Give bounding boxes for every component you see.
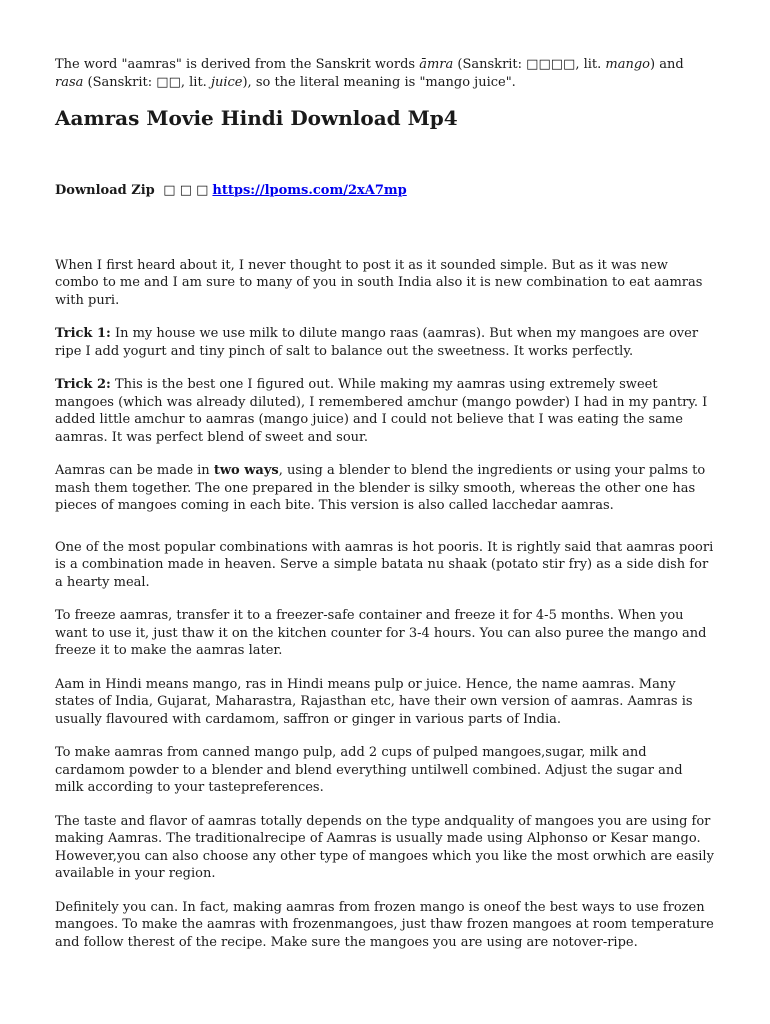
page-title: Aamras Movie Hindi Download Mp4 — [55, 106, 458, 130]
intro-text: ) and — [650, 57, 684, 72]
paragraph-taste-flavor: The taste and flavor of aamras totally depends on the type andquality of mangoes you are using for making Aamras. The traditionalrecipe of Aamras is usually made using Alphonso or Kesar mango. However,you can also choose any other type of mangoes which you like the most orwhich are easily available in your region. — [55, 813, 714, 881]
intro-paragraph — [55, 56, 715, 91]
paragraph-canned-pulp: To make aamras from canned mango pulp, add 2 cups of pulped mangoes,sugar, milk and cardamom powder to a blender and blend everything untilwell combined. Adjust the sugar and milk according to your tastepreferences. — [55, 745, 683, 795]
intro-text: , lit. — [180, 74, 211, 90]
paragraph-freeze: To freeze aamras, transfer it to a freezer-safe container and freeze it for 4-5 months. When you want to use it, just thaw it on the kitchen counter for 3-4 hours. You can also puree the mango and freeze it to make the aamras later. — [55, 608, 707, 658]
intro-text: (Sanskrit: — [453, 57, 527, 72]
intro-text: (Sanskrit: — [83, 74, 157, 90]
two-ways-text: , using a blender to blend the ingredients or using your palms to mash them together. The one prepared in the blender is silky smooth, whereas the other one has pieces of mangoes coming in each bite. This version is also called lacchedar aamras. — [55, 463, 706, 513]
paragraph-trick-1 — [55, 325, 715, 360]
download-label: Download Zip — [55, 183, 155, 198]
intro-text: , lit. — [575, 57, 606, 72]
download-line — [55, 182, 715, 200]
trick-2-text: This is the best one I figured out. While making my aamras using extremely sweet mangoes (which was already diluted), I remembered amchur (mango powder) I had in my pantry. I added little amchur to aamras (mango juice) and I could not believe that I was eating the same aamras. It was perfect blend of sweet and sour. — [55, 377, 708, 445]
paragraph-trick-2 — [55, 376, 715, 446]
missing-glyph-boxes: □□□□ — [526, 57, 576, 72]
intro-mango: mango — [605, 57, 650, 72]
two-ways-text: Aamras can be made in — [55, 463, 214, 478]
paragraph-first-heard: When I first heard about it, I never thought to post it as it sounded simple. But as it was new combo to me and I am sure to many of you in south India also it is new combination to eat aamras with puri. — [55, 257, 703, 308]
intro-amra: āmra — [419, 57, 454, 72]
two-ways-bold: two ways — [213, 463, 279, 478]
paragraph-frozen-mango: Definitely you can. In fact, making aamras from frozen mango is oneof the best ways to use frozen mangoes. To make the aamras with frozenmangoes, just thaw frozen mangoes at room temperature and follow therest of the recipe. Make sure the mangoes you are using are notover-ripe. — [55, 899, 714, 950]
intro-juice: juice — [210, 74, 243, 90]
intro-rasa: rasa — [55, 74, 84, 90]
paragraph-hindi-meaning: Aam in Hindi means mango, ras in Hindi means pulp or juice. Hence, the name aamras. Many states of India, Gujarat, Maharastra, Rajasthan etc, have their own version of aamras. Aamras is usually flavoured with cardamom, saffron or ginger in various parts of India. — [55, 676, 693, 727]
trick-1-label: Trick 1: — [55, 326, 111, 341]
intro-text: ), so the literal meaning is "mango juice". — [242, 74, 516, 90]
intro-text: The word "aamras" is derived from the Sanskrit words — [55, 57, 420, 72]
trick-2-label: Trick 2: — [55, 377, 111, 392]
download-link[interactable]: https://lpoms.com/2xA7mp — [212, 183, 407, 198]
paragraph-two-ways — [55, 462, 715, 515]
missing-glyph-boxes: □□ — [156, 74, 181, 90]
trick-1-text: In my house we use milk to dilute mango raas (aamras). But when my mangoes are over ripe I add yogurt and tiny pinch of salt to balance out the sweetness. It works perfectly. — [55, 326, 699, 359]
download-glyphs: □ □ □ — [163, 183, 209, 198]
paragraph-pooris: One of the most popular combinations with aamras is hot pooris. It is rightly said that aamras poori is a combination made in heaven. Serve a simple batata nu shaak (potato stir fry) as a side dish for a hearty meal. — [55, 539, 714, 590]
